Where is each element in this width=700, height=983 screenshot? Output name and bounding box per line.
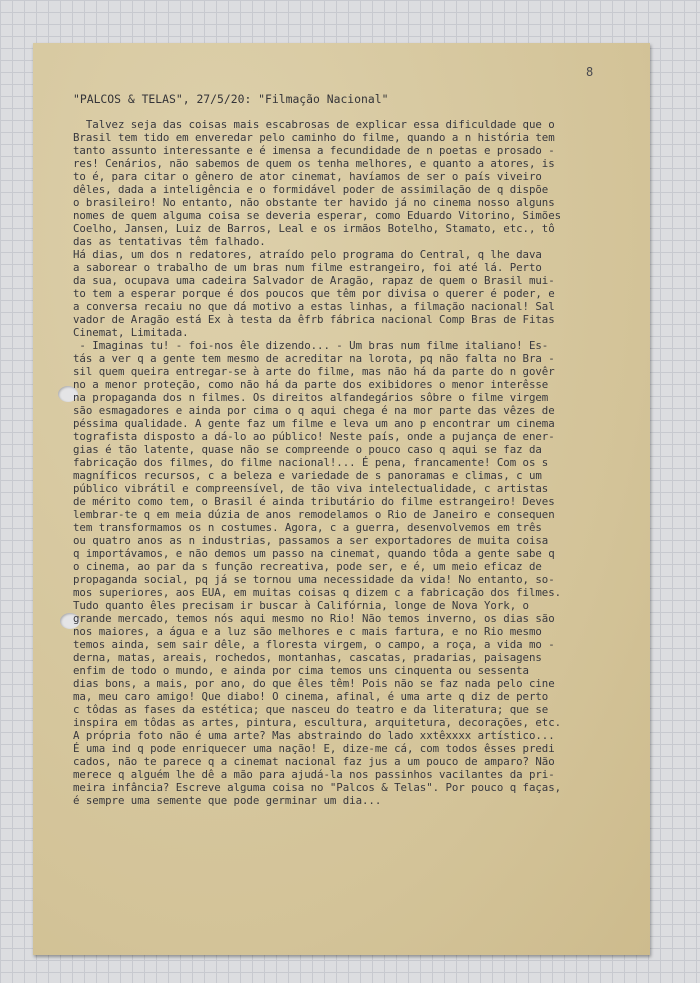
text-line: res! Cenários, não sabemos de quem os tenha melhores, e quanto a atores, is bbox=[73, 157, 555, 170]
text-line: tanto assunto interessante e é imensa a fecundidade de n poetas e prosado - bbox=[73, 144, 555, 157]
text-line: sil quem queira entregar-se à arte do filme, mas não há da parte do n govêr bbox=[73, 365, 555, 378]
document-body bbox=[73, 118, 643, 807]
text-line: Coelho, Jansen, Luiz de Barros, Leal e os irmãos Botelho, Stamato, etc., tô bbox=[73, 222, 555, 235]
text-line: tem transformamos os n costumes. Agora, c a guerra, desenvolvemos em três bbox=[73, 521, 542, 534]
text-line: nomes de quem alguma coisa se deveria esperar, como Eduardo Vitorino, Simões bbox=[73, 209, 562, 222]
text-line: Há dias, um dos n redatores, atraído pelo programa do Central, q lhe dava bbox=[73, 248, 542, 261]
text-line: tografista disposto a dá-lo ao público! Neste país, onde a pujança de ener- bbox=[73, 430, 555, 443]
text-line: mos superiores, aos EUA, em muitas coisas q dizem c a fabricação dos filmes. bbox=[73, 586, 562, 599]
text-line: magníficos recursos, c a beleza e variedade de s panoramas e climas, c um bbox=[73, 469, 542, 482]
text-line: fabricação dos filmes, do filme nacional!... É pena, francamente! Com os s bbox=[73, 456, 549, 469]
text-line: ma, meu caro amigo! Que diabo! O cinema, afinal, é uma arte q diz de perto bbox=[73, 690, 549, 703]
text-line: Cinemat, Limitada. bbox=[73, 326, 189, 339]
text-line: de mérito como tem, o Brasil é ainda tributário do filme estrangeiro! Deves bbox=[73, 495, 555, 508]
text-line: nos maiores, a água e a luz são melhores e c mais fartura, e no Rio mesmo bbox=[73, 625, 542, 638]
text-line: dêles, dada a inteligência e o formidável poder de assimilação de q dispõe bbox=[73, 183, 549, 196]
text-line: to é, para citar o gênero de ator cinemat, havíamos de ser o país viveiro bbox=[73, 170, 542, 183]
text-line: c tôdas as fases da estética; que nasceu do teatro e da literatura; que se bbox=[73, 703, 549, 716]
text-line: é sempre uma semente que pode germinar um dia... bbox=[73, 794, 382, 807]
text-line: q importávamos, e não demos um passo na cinemat, quando tôda a gente sabe q bbox=[73, 547, 555, 560]
document-heading: "PALCOS & TELAS", 27/5/20: "Filmação Nacional" bbox=[73, 92, 389, 106]
text-line: propaganda social, pq já se tornou uma necessidade da vida! No entanto, so- bbox=[73, 573, 555, 586]
text-line: no a menor proteção, como não há da parte dos exibidores o menor interêsse bbox=[73, 378, 549, 391]
text-line: A própria foto não é uma arte? Mas abstraindo do lado xxtêxxxx artístico... bbox=[73, 729, 555, 742]
text-line: o cinema, ao par da s função recreativa, pode ser, e é, um meio eficaz de bbox=[73, 560, 542, 573]
text-line: cados, não te parece q a cinemat nacional faz jus a um pouco de amparo? Não bbox=[73, 755, 555, 768]
text-line: to tem a esperar porque é dos poucos que têm por divisa o querer é poder, e bbox=[73, 287, 555, 300]
text-line: É uma ind q pode enriquecer uma nação! E, dize-me cá, com todos êsses predi bbox=[73, 742, 555, 755]
text-line: são esmagadores e ainda por cima o q aqui chega é na mor parte das vêzes de bbox=[73, 404, 555, 417]
text-line: Brasil tem tido em enveredar pelo caminho do filme, quando a n história tem bbox=[73, 131, 555, 144]
text-line: da sua, ocupava uma cadeira Salvador de Aragão, rapaz de quem o Brasil mui- bbox=[73, 274, 555, 287]
text-line: - Imaginas tu! - foi-nos êle dizendo... - Um bras num filme italiano! Es- bbox=[73, 339, 549, 352]
text-line: meira infância? Escreve alguma coisa no "Palcos & Telas". Por pouco q faças, bbox=[73, 781, 562, 794]
text-line: derna, matas, areais, rochedos, montanhas, cascatas, pradarias, paisagens bbox=[73, 651, 542, 664]
text-line: a saborear o trabalho de um bras num filme estrangeiro, foi até lá. Perto bbox=[73, 261, 542, 274]
text-line: merece q alguém lhe dê a mão para ajudá-la nos passinhos vacilantes da pri- bbox=[73, 768, 555, 781]
text-line: temos ainda, sem sair dêle, a floresta virgem, o campo, a roça, a vida mo - bbox=[73, 638, 555, 651]
text-line: público vibrátil e compreensível, de tão viva intelectualidade, c artistas bbox=[73, 482, 549, 495]
text-line: na propaganda dos n filmes. Os direitos alfandegários sôbre o filme virgem bbox=[73, 391, 549, 404]
text-line: Tudo quanto êles precisam ir buscar à Califórnia, longe de Nova York, o bbox=[73, 599, 529, 612]
text-line: o brasileiro! No entanto, não obstante ter havido já no cinema nosso alguns bbox=[73, 196, 555, 209]
text-line: inspira em tôdas as artes, pintura, escultura, arquitetura, decorações, etc. bbox=[73, 716, 562, 729]
text-line: lembrar-te q em meia dúzia de anos remodelamos o Rio de Janeiro e consequen bbox=[73, 508, 555, 521]
text-line: tás a ver q a gente tem mesmo de acreditar na lorota, pq não falta no Bra - bbox=[73, 352, 555, 365]
text-line: ou quatro anos as n industrias, passamos a ser exportadores de muita coisa bbox=[73, 534, 549, 547]
text-line: péssima qualidade. A gente faz um filme e leva um ano p encontrar um cinema bbox=[73, 417, 555, 430]
page-number: 8 bbox=[586, 65, 594, 79]
text-line: vador de Aragão está Ex à testa da êfrb fábrica nacional Comp Bras de Fitas bbox=[73, 313, 555, 326]
text-line: enfim de todo o mundo, e ainda por cima temos uns cinquenta ou sessenta bbox=[73, 664, 529, 677]
text-line: das as tentativas têm falhado. bbox=[73, 235, 266, 248]
typewritten-page bbox=[33, 43, 650, 955]
text-line: grande mercado, temos nós aqui mesmo no Rio! Não temos inverno, os dias são bbox=[73, 612, 555, 625]
text-line: dias bons, a mais, por ano, do que êles têm! Pois não se faz nada pelo cine bbox=[73, 677, 555, 690]
text-line: gias é tão latente, quase não se compreende o pouco caso q aqui se faz da bbox=[73, 443, 542, 456]
text-line: Talvez seja das coisas mais escabrosas de explicar essa dificuldade que o bbox=[73, 118, 555, 131]
text-line: a conversa recaiu no que dá motivo a estas linhas, a filmação nacional! Sal bbox=[73, 300, 555, 313]
